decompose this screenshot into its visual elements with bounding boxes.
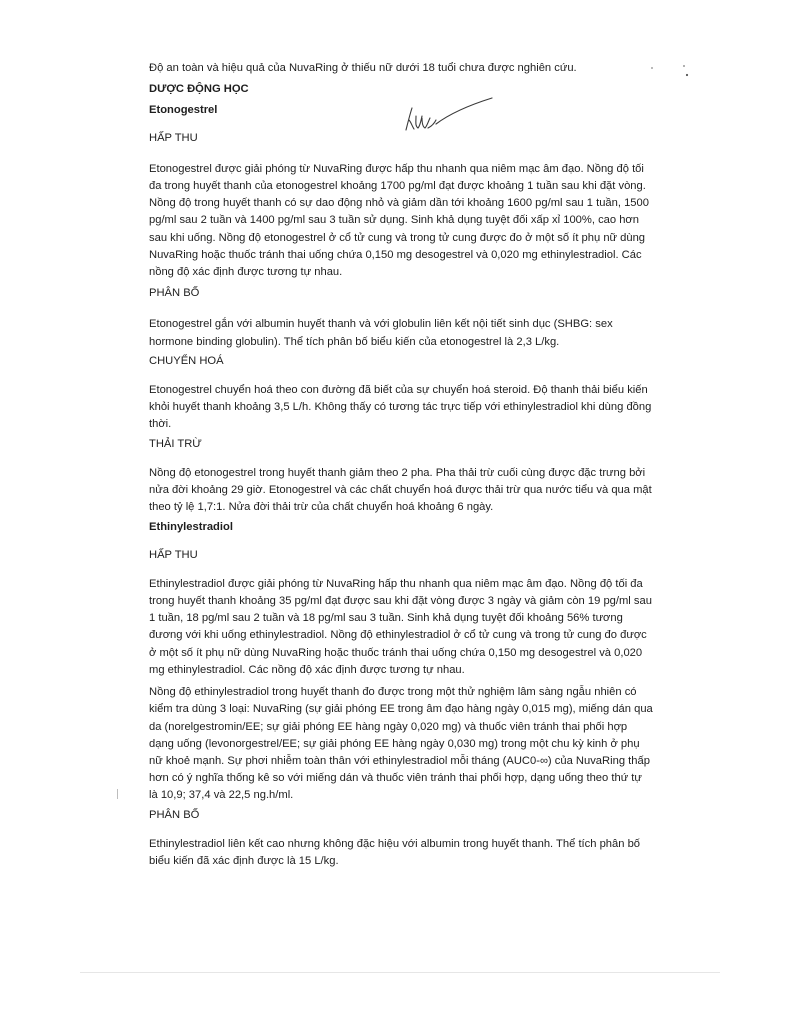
text-line: NuvaRing hoặc thuốc tránh thai uống chứa 0,150 mg desogestrel và 0,020 mg ethinylestradiol. Các: [149, 248, 642, 261]
text-line: khỏi huyết thanh khoảng 3,5 L/h. Không thấy có tương tác trực tiếp với ethinylestradiol khi dùng đồng: [149, 401, 652, 414]
text-line: Nồng độ ethinylestradiol trong huyết thanh đo được trong một thử nghiệm lâm sàng ngẫu nhiên có: [149, 686, 637, 699]
text-line: pg/ml sau 2 tuần và 1400 pg/ml sau 3 tuần sử dụng. Sinh khả dụng tuyệt đối xấp xỉ 100%, cao hơn: [149, 214, 639, 227]
text-line: theo tỷ lệ 1,7:1. Nửa đời thải trừ của chất chuyển hoá khoảng 6 ngày.: [149, 501, 494, 514]
text-line: da (norelgestromin/EE; sự giải phóng EE hàng ngày 0,020 mg) và thuốc viên tránh thai phối hợp: [149, 720, 628, 733]
text-line: Nồng độ etonogestrel trong huyết thanh giảm theo 2 pha. Pha thải trừ cuối cùng được đặc trưng bởi: [149, 466, 646, 479]
section-title: DƯỢC ĐỘNG HỌC: [149, 83, 249, 96]
eto-elimination-heading: THẢI TRỪ: [149, 437, 202, 450]
eto-elimination-paragraph: [149, 465, 697, 517]
text-line: biểu kiến đã xác định được là 15 L/kg.: [149, 854, 339, 867]
text-line: Ethinylestradiol liên kết cao nhưng không đặc hiệu với albumin trong huyết thanh. Thể tích phân bố: [149, 837, 641, 850]
text-line: Etonogestrel chuyển hoá theo con đường đã biết của sự chuyển hoá steroid. Độ thanh thải biểu kiến: [149, 384, 648, 397]
text-line: đương với khi uống ethinylestradiol. Nồng độ ethinylestradiol ở cổ tử cung và trong tử cung đo được: [149, 629, 647, 642]
eto-distribution-heading: PHÂN BỐ: [149, 287, 200, 300]
text-line: hormone binding globulin). Thể tích phân bố biểu kiến của etonogestrel là 2,3 L/kg.: [149, 335, 560, 348]
ethinylestradiol-heading: Ethinylestradiol: [149, 521, 233, 534]
ee-distribution-heading: PHÂN BỐ: [149, 808, 200, 821]
text-line: Etonogestrel được giải phóng từ NuvaRing được hấp thu nhanh qua niêm mạc âm đạo. Nồng độ tối: [149, 162, 644, 175]
etonogestrel-heading: Etonogestrel: [149, 104, 218, 117]
footer-divider: [80, 972, 720, 973]
eto-absorption-paragraph: [149, 161, 697, 281]
ee-absorption-heading: HẤP THU: [149, 548, 198, 561]
text-line: thời.: [149, 418, 172, 431]
text-line: đa trong huyết thanh của etonogestrel khoảng 1700 pg/ml đạt được khoảng 1 tuần sau khi đặt vòng.: [149, 180, 646, 193]
text-line: mg ethinylestradiol. Các nồng độ xác định được tương tự nhau.: [149, 663, 465, 676]
text-line: kiểm tra dùng 3 loại: NuvaRing (sự giải phóng EE trong âm đạo hàng ngày 0,015 mg), miếng dán qua: [149, 703, 653, 716]
text-line: trong huyết thanh khoảng 35 pg/ml đạt được sau khi đặt vòng được 3 ngày và giảm còn 19 pg/ml sau: [149, 595, 652, 608]
text-line: nửa đời khoảng 29 giờ. Etonogestrel và các chất chuyển hoá được thải trừ qua nước tiểu và qua mật: [149, 484, 652, 497]
text-line: Etonogestrel gắn với albumin huyết thanh và với globulin liên kết nội tiết sinh dục (SHBG: sex: [149, 318, 613, 331]
eto-distribution-paragraph: [149, 316, 697, 350]
eto-metabolism-paragraph: [149, 382, 697, 434]
text-line: ở một số ít phụ nữ dùng NuvaRing hoặc thuốc tránh thai uống chứa 0,150 mg desogestrel và 0,020: [149, 646, 643, 659]
margin-mark: [117, 789, 122, 799]
ee-absorption-paragraph: [149, 576, 697, 679]
text-line: nữ khoẻ mạnh. Sự phơi nhiễm toàn thân với ethinylestradiol mỗi tháng (AUC0-∞) của NuvaRing thấp: [149, 754, 650, 767]
text-line: nồng độ xác định được tương tự nhau.: [149, 266, 343, 279]
text-line: sau khi uống. Nồng độ etonogestrel ở cổ tử cung và trong tử cung được đo ở một số ít phụ nữ dùng: [149, 231, 646, 244]
eto-metabolism-heading: CHUYỂN HOÁ: [149, 354, 224, 367]
text-line: Ethinylestradiol được giải phóng từ NuvaRing hấp thu nhanh qua niêm mạc âm đạo. Nồng độ tối đa: [149, 577, 643, 590]
text-line: hơn có ý nghĩa thống kê so với miếng dán và thuốc viên tránh thai phối hợp, dạng uống theo thứ tự: [149, 772, 642, 785]
document-body: [149, 60, 697, 870]
intro-sentence: Độ an toàn và hiệu quả của NuvaRing ở thiếu nữ dưới 18 tuổi chưa được nghiên cứu.: [149, 62, 577, 74]
text-line: 1 tuần, 18 pg/ml sau 2 tuần và 18 pg/ml sau 3 tuần. Sinh khả dụng tuyệt đối khoảng 56% tương: [149, 612, 623, 625]
eto-absorption-heading: HẤP THU: [149, 131, 198, 144]
ee-distribution-paragraph: [149, 836, 697, 870]
text-line: là 10,9; 37,4 và 22,5 ng.h/ml.: [149, 789, 294, 802]
ee-absorption-paragraph-2: [149, 684, 697, 804]
text-line: Nồng độ trong huyết thanh có sự dao động nhỏ và giảm dần tới khoảng 1600 pg/ml sau 1 tuần, 1500: [149, 197, 649, 210]
text-line: dạng uống (levonorgestrel/EE; sự giải phóng EE hàng ngày 0,030 mg) trong một chu kỳ kinh ở phụ: [149, 737, 640, 750]
